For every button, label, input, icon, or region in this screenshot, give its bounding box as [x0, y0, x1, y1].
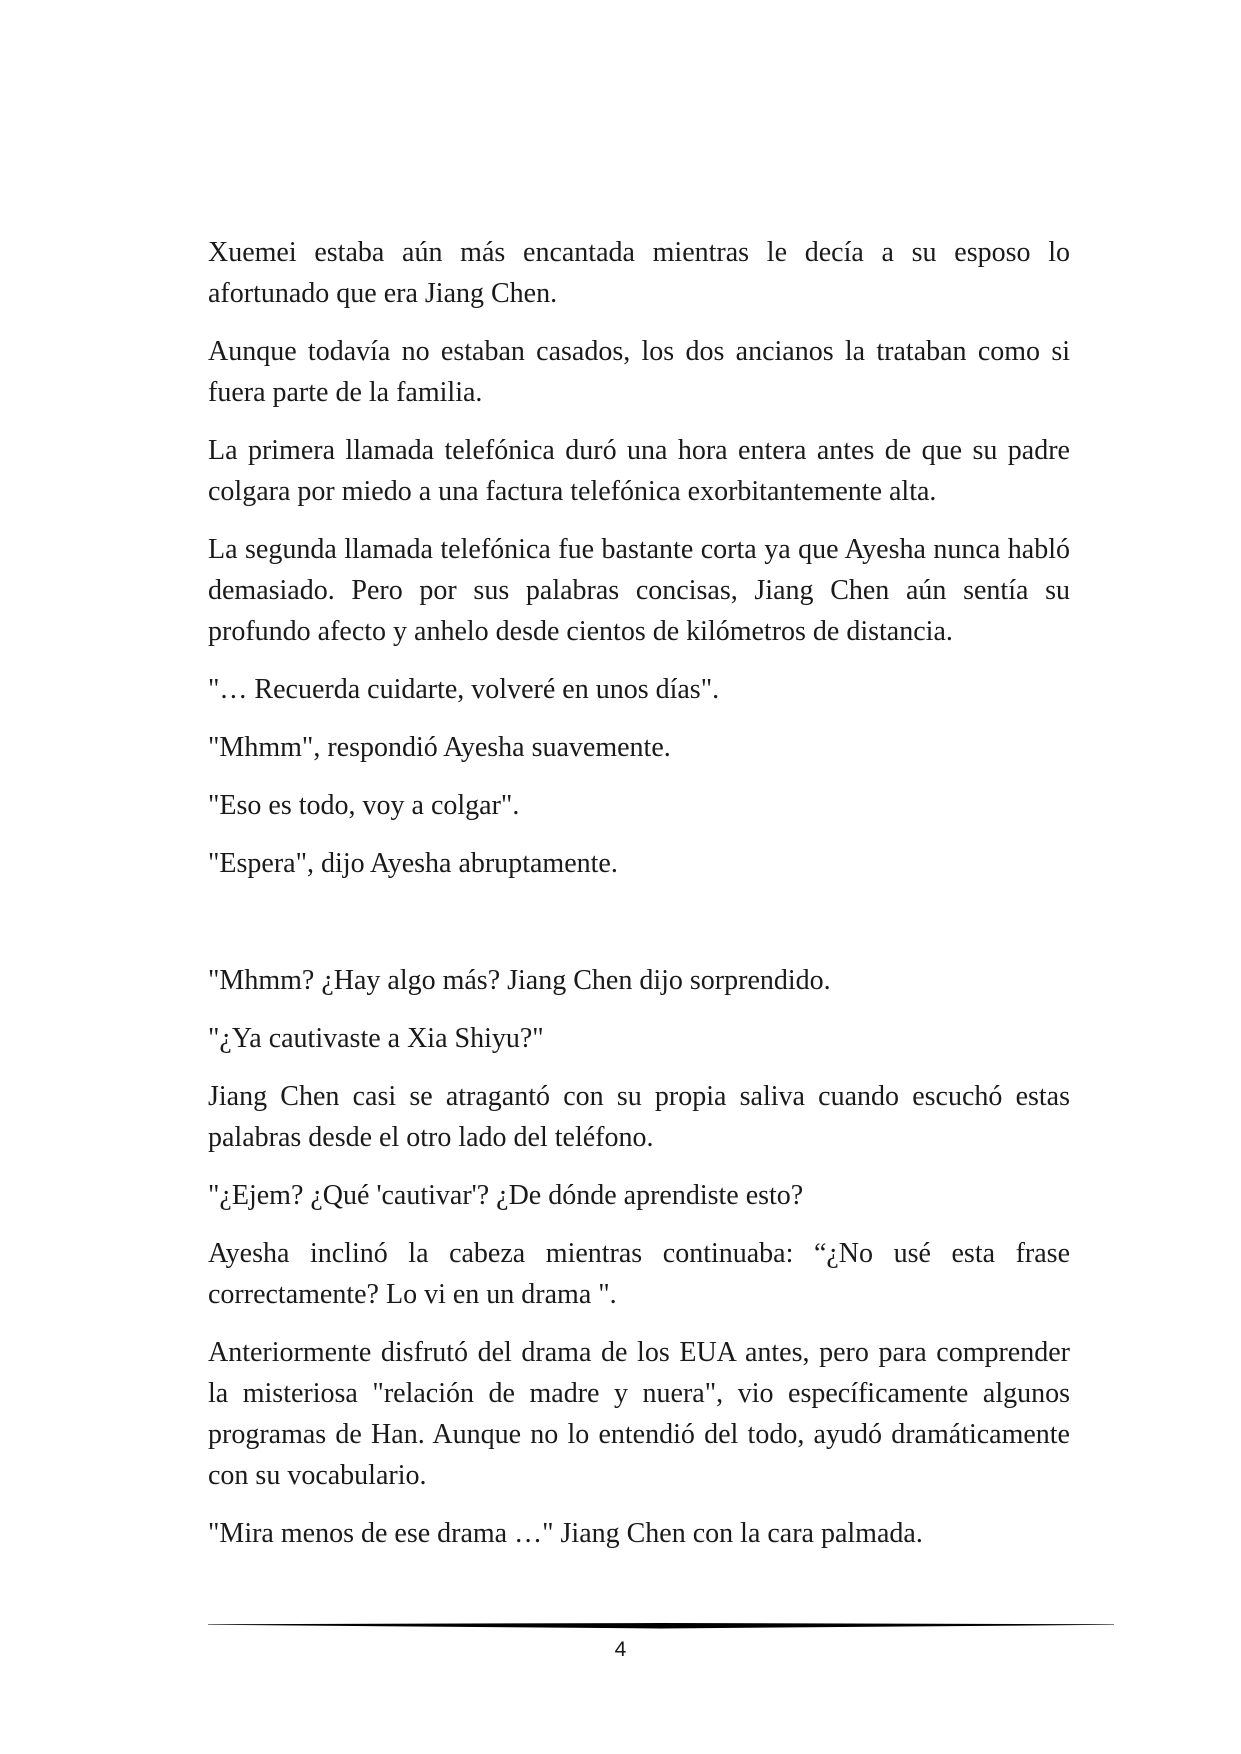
- page-number: 4: [614, 1638, 627, 1661]
- dialogue-line: "¿Ya cautivaste a Xia Shiyu?": [208, 1023, 544, 1054]
- dialogue-line: "Eso es todo, voy a colgar".: [208, 790, 520, 821]
- footer-rule: [208, 1619, 1114, 1631]
- scene-break-space: [208, 901, 1070, 960]
- paragraph: Aunque todavía no estaban casados, los dos ancianos la trataban como si fuera parte de la familia.: [208, 336, 1070, 408]
- dialogue-line: "Mira menos de ese drama …" Jiang Chen con la cara palmada.: [208, 1518, 923, 1549]
- dialogue-line: "¿Ejem? ¿Qué 'cautivar'? ¿De dónde aprendiste esto?: [208, 1180, 804, 1211]
- dialogue-line: "Mhmm", respondió Ayesha suavemente.: [208, 732, 671, 763]
- paragraph: La segunda llamada telefónica fue bastante corta ya que Ayesha nunca habló demasiado. Pero por sus palabras concisas, Jiang Chen aún sentía su profundo afecto y anhelo desde cientos de kilómetros de distancia.: [208, 534, 1070, 647]
- body-text: [208, 232, 1070, 1571]
- dialogue-line: "… Recuerda cuidarte, volveré en unos días".: [208, 674, 720, 705]
- dialogue-line: "Mhmm? ¿Hay algo más? Jiang Chen dijo sorprendido.: [208, 965, 831, 996]
- paragraph: La primera llamada telefónica duró una hora entera antes de que su padre colgara por miedo a una factura telefónica exorbitantemente alta.: [208, 435, 1070, 507]
- dialogue-line: "Espera", dijo Ayesha abruptamente.: [208, 848, 618, 879]
- paragraph: Xuemei estaba aún más encantada mientras le decía a su esposo lo afortunado que era Jiang Chen.: [208, 237, 1070, 309]
- paragraph: Anteriormente disfrutó del drama de los EUA antes, pero para comprender la misteriosa "relación de madre y nuera", vio específicamente algunos programas de Han. Aunque no lo entendió del todo, ayudó dramáticamente con su vocabulario.: [208, 1337, 1070, 1491]
- paragraph: Jiang Chen casi se atragantó con su propia saliva cuando escuchó estas palabras desde el otro lado del teléfono.: [208, 1081, 1070, 1153]
- paragraph: Ayesha inclinó la cabeza mientras continuaba: “¿No usé esta frase correctamente? Lo vi en un drama ".: [208, 1238, 1070, 1310]
